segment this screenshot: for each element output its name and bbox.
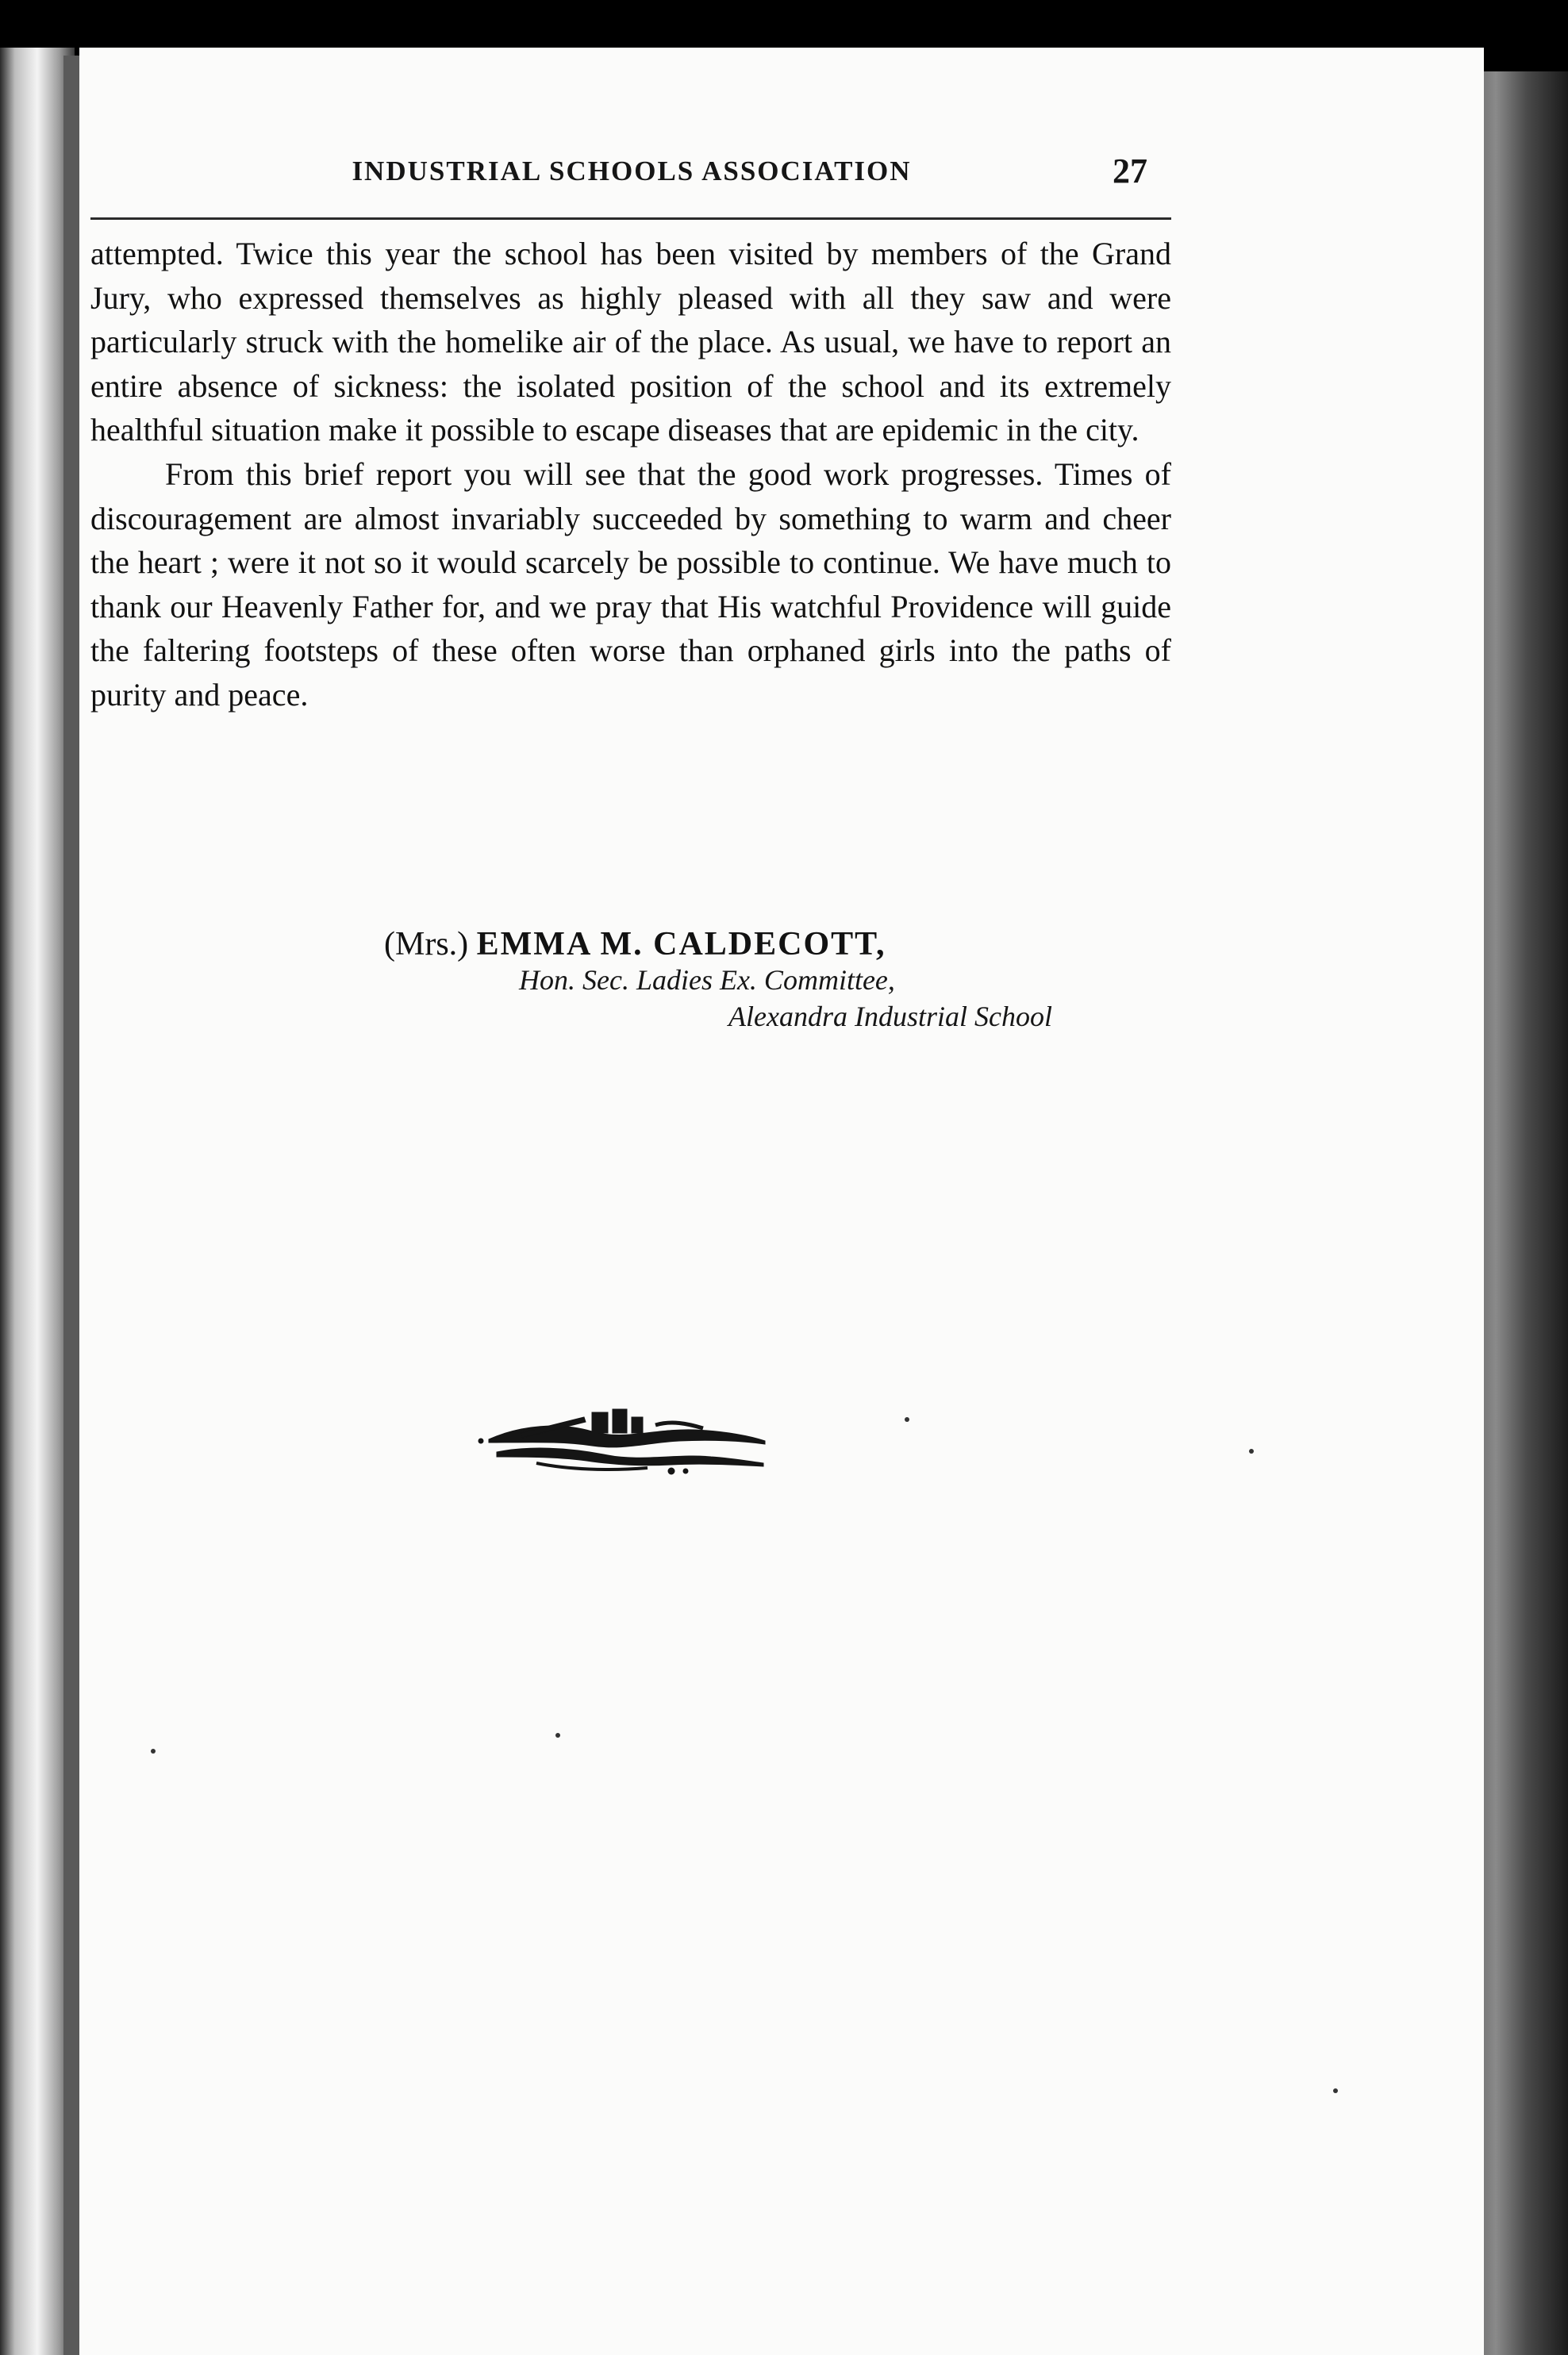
signature-line xyxy=(384,925,1098,963)
body-text xyxy=(90,232,1171,717)
paper-speck xyxy=(1333,2088,1338,2093)
paper-speck xyxy=(555,1733,560,1738)
paper-speck xyxy=(905,1417,909,1422)
signature-name: EMMA M. CALDECOTT, xyxy=(476,926,886,962)
paragraph-1: attempted. Twice this year the school has been visited by members of the Grand Jury, who expressed themselves as highly pleased with all they saw and were particularly struck with the homelike air of the place. As usual, we have to report an entire absence of sickness: the isolated position of the school and its extremely healthful situation make it possible to escape diseases that are epidemic in the city. xyxy=(90,236,1171,448)
printer-ornament xyxy=(473,1393,774,1481)
paragraph-2: From this brief report you will see that the good work progresses. Times of discouragement are almost invariably succeeded by something to warm and cheer the heart ; were it not so it would scarcely be possible to continue. We have much to thank our Heavenly Father for, and we pray that His watchful Providence will guide the faltering footsteps of these often worse than orphaned girls into the paths of purity and peace. xyxy=(90,455,1171,713)
signature-office-line-1: Hon. Sec. Ladies Ex. Committee, xyxy=(519,964,895,996)
page-number: 27 xyxy=(1113,152,1147,190)
paper-speck xyxy=(1249,1449,1254,1454)
running-head: INDUSTRIAL SCHOOLS ASSOCIATION xyxy=(352,156,912,186)
paper-speck xyxy=(151,1749,156,1754)
page-header xyxy=(92,152,1171,203)
signature-office-line-2: Alexandra Industrial School xyxy=(728,1001,1052,1032)
signature-title: (Mrs.) xyxy=(384,926,469,962)
header-rule xyxy=(90,217,1171,220)
